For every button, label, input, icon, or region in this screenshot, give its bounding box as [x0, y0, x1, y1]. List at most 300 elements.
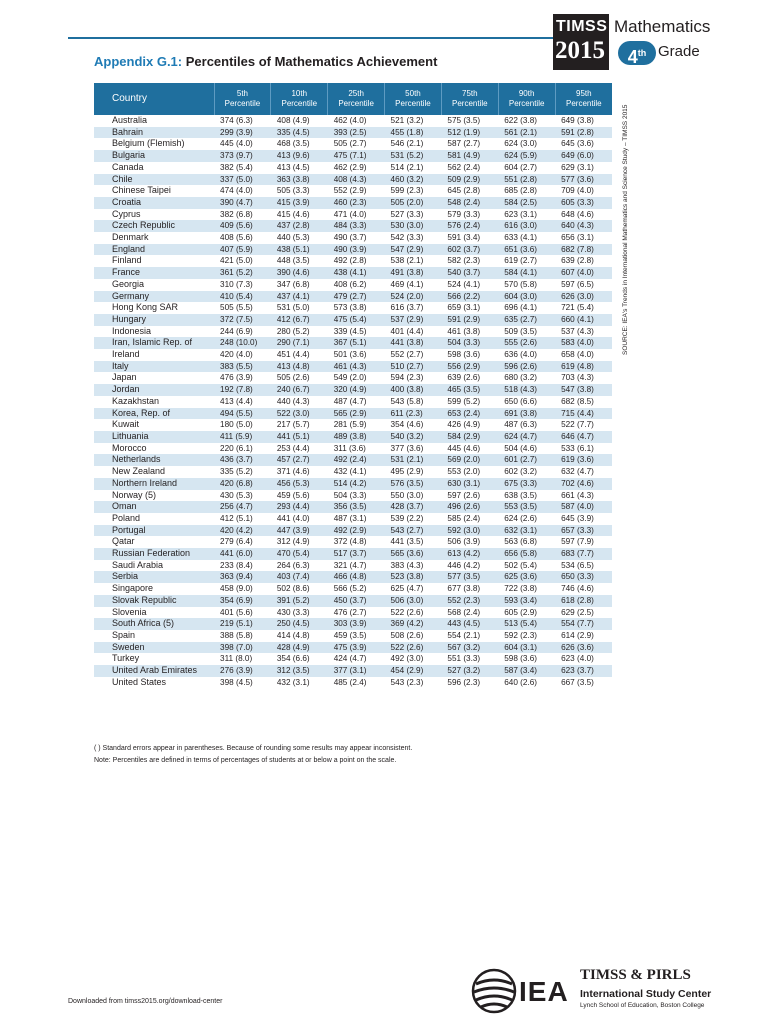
table-row [94, 302, 612, 314]
percentile-value-cell: 650 (3.3) [555, 571, 612, 583]
percentile-value-cell: 585 (2.4) [447, 513, 481, 523]
percentile-value-cell: 599 (5.2) [447, 396, 481, 406]
percentile-value-cell: 539 (2.2) [390, 513, 424, 523]
table-row [94, 115, 612, 127]
percentile-value-cell: 584 (2.9) [441, 431, 498, 443]
percentile-ordinal: 10th [291, 89, 308, 98]
country-cell: Serbia [94, 571, 214, 583]
country-cell: Hungary [94, 314, 214, 326]
percentile-value-cell: 256 (4.7) [214, 501, 271, 513]
percentile-value-cell: 383 (4.3) [390, 560, 424, 570]
percentile-value-cell: 598 (3.6) [504, 654, 538, 664]
percentile-value-cell: 408 (6.2) [333, 279, 367, 289]
percentile-value-cell: 310 (7.3) [220, 279, 253, 289]
percentile-value-cell: 413 (9.6) [271, 150, 328, 162]
percentile-value-cell: 577 (3.6) [555, 174, 612, 186]
percentile-value-cell: 430 (3.3) [276, 607, 310, 617]
percentile-value-cell: 471 (4.0) [333, 209, 367, 219]
percentile-value-cell: 614 (2.9) [561, 630, 594, 640]
table-row [94, 443, 612, 455]
percentile-value-cell: 570 (5.8) [504, 279, 538, 289]
percentile-value-cell: 722 (3.8) [504, 584, 538, 594]
percentile-value-cell: 594 (2.3) [390, 373, 424, 383]
percentile-word: Percentile [338, 99, 374, 108]
percentile-value-cell: 492 (2.9) [328, 525, 385, 537]
percentile-value-cell: 522 (2.6) [390, 607, 424, 617]
percentile-value-cell: 455 (1.8) [385, 127, 442, 139]
table-row [94, 162, 612, 174]
percentile-value-cell: 629 (3.1) [561, 162, 594, 172]
percentile-value-cell: 240 (6.7) [271, 384, 328, 396]
percentile-value-cell: 504 (4.6) [504, 443, 538, 453]
table-row [94, 653, 612, 665]
percentile-value-cell: 531 (5.0) [276, 303, 310, 313]
percentile-value-cell: 514 (4.2) [328, 478, 385, 490]
percentile-value-cell: 220 (6.1) [220, 443, 253, 453]
country-cell: Russian Federation [94, 548, 214, 560]
percentile-value-cell: 547 (2.9) [385, 244, 442, 256]
percentile-value-cell: 596 (2.3) [447, 677, 481, 687]
percentile-value-cell: 601 (2.7) [498, 454, 555, 466]
percentile-value-cell: 468 (3.5) [276, 139, 310, 149]
country-cell: Czech Republic [94, 220, 214, 232]
country-cell: Kazakhstan [112, 395, 160, 406]
percentile-value-cell: 479 (2.7) [328, 291, 385, 303]
percentile-value-cell: 552 (2.9) [333, 186, 367, 196]
percentile-value-cell: 576 (3.5) [385, 478, 442, 490]
country-cell: Croatia [94, 197, 214, 209]
percentile-value-cell: 447 (3.9) [271, 525, 328, 537]
download-link[interactable]: Downloaded from timss2015.org/download-center [68, 998, 223, 1005]
percentile-value-cell: 523 (3.8) [385, 571, 442, 583]
table-row [94, 630, 612, 642]
table-row [94, 431, 612, 443]
country-cell: Iran, Islamic Rep. of [94, 337, 214, 349]
percentile-value-cell: 180 (5.0) [220, 420, 253, 430]
percentile-value-cell: 543 (5.8) [390, 396, 424, 406]
percentile-word: Percentile [508, 99, 545, 108]
percentile-value-cell: 625 (4.7) [390, 584, 424, 594]
percentile-value-cell: 561 (2.1) [498, 127, 555, 139]
percentile-value-cell: 415 (3.9) [271, 197, 328, 209]
percentile-value-cell: 371 (4.6) [276, 467, 310, 477]
percentile-value-cell: 248 (10.0) [214, 337, 271, 349]
center-affiliation: Lynch School of Education, Boston College [580, 1002, 705, 1009]
percentile-value-cell: 233 (8.4) [220, 560, 253, 570]
percentile-value-cell: 566 (2.2) [441, 291, 498, 303]
percentile-value-cell: 219 (5.1) [214, 618, 271, 630]
percentile-value-cell: 682 (8.5) [561, 396, 594, 406]
percentile-value-cell: 605 (3.3) [555, 197, 612, 209]
percentiles-table [94, 83, 612, 688]
country-cell: Bulgaria [94, 150, 214, 162]
table-row [94, 197, 612, 209]
country-cell: Netherlands [94, 454, 214, 466]
percentile-value-cell: 459 (5.6) [276, 490, 310, 500]
percentile-value-cell: 476 (3.9) [220, 373, 253, 383]
country-cell: Bahrain [94, 127, 214, 139]
table-row [94, 548, 612, 560]
percentile-value-cell: 645 (3.9) [561, 513, 594, 523]
percentile-ordinal: 75th [462, 89, 478, 98]
table-row [94, 396, 612, 408]
table-row [94, 279, 612, 291]
percentile-value-cell: 495 (2.9) [390, 467, 424, 477]
percentile-value-cell: 414 (4.8) [276, 630, 310, 640]
country-cell: Germany [94, 291, 214, 303]
percentile-value-cell: 437 (4.1) [271, 291, 328, 303]
percentile-value-cell: 489 (3.8) [328, 431, 385, 443]
percentile-value-cell: 413 (4.8) [271, 361, 328, 373]
percentile-value-cell: 587 (3.4) [498, 665, 555, 677]
percentile-value-cell: 660 (4.1) [555, 314, 612, 326]
percentile-value-cell: 361 (5.2) [214, 267, 271, 279]
percentile-value-cell: 527 (3.2) [441, 665, 498, 677]
iea-logo-text: IEA [519, 976, 569, 1007]
percentile-value-cell: 363 (3.8) [271, 174, 328, 186]
percentile-value-cell: 680 (3.2) [504, 373, 538, 383]
percentile-value-cell: 441 (5.1) [271, 431, 328, 443]
percentile-value-cell: 591 (2.9) [441, 314, 498, 326]
percentile-value-cell: 630 (3.1) [441, 478, 498, 490]
percentile-value-cell: 640 (2.6) [504, 677, 538, 687]
percentile-value-cell: 596 (2.6) [498, 361, 555, 373]
percentile-value-cell: 438 (5.1) [271, 244, 328, 256]
percentile-value-cell: 363 (9.4) [214, 571, 271, 583]
percentile-value-cell: 593 (3.4) [498, 595, 555, 607]
country-cell: Qatar [112, 536, 135, 547]
percentile-value-cell: 475 (7.1) [328, 150, 385, 162]
percentile-value-cell: 505 (5.5) [220, 303, 253, 313]
percentile-word: Percentile [281, 99, 318, 108]
percentile-value-cell: 466 (4.8) [328, 571, 385, 583]
percentile-value-cell: 597 (6.5) [561, 279, 594, 289]
table-body [94, 115, 612, 688]
percentile-value-cell: 390 (4.6) [271, 267, 328, 279]
table-row [94, 349, 612, 361]
percentile-value-cell: 632 (4.7) [561, 467, 594, 477]
percentile-value-cell: 485 (2.4) [333, 677, 367, 687]
percentile-value-cell: 587 (2.7) [447, 139, 481, 149]
table-row [94, 490, 612, 502]
percentile-value-cell: 645 (2.8) [447, 186, 481, 196]
percentile-value-cell: 501 (3.6) [333, 350, 367, 360]
percentile-value-cell: 420 (4.0) [220, 350, 253, 360]
percentile-value-cell: 587 (4.0) [555, 501, 612, 513]
table-row [94, 209, 612, 221]
percentile-value-cell: 424 (4.7) [333, 654, 367, 664]
percentile-value-cell: 677 (3.8) [447, 584, 481, 594]
percentile-value-cell: 639 (2.8) [561, 256, 594, 266]
percentile-value-cell: 626 (3.6) [555, 642, 612, 654]
percentile-value-cell: 629 (2.5) [561, 607, 594, 617]
country-cell: Denmark [112, 232, 149, 243]
percentile-value-cell: 443 (4.5) [441, 618, 498, 630]
percentile-value-cell: 565 (2.9) [328, 408, 385, 420]
table-row [94, 501, 612, 513]
percentile-value-cell: 432 (3.1) [276, 677, 310, 687]
percentile-value-cell: 522 (3.0) [271, 408, 328, 420]
percentile-value-cell: 626 (3.0) [555, 291, 612, 303]
percentile-value-cell: 518 (4.3) [498, 384, 555, 396]
country-cell: Kuwait [112, 419, 140, 430]
country-cell: Spain [112, 629, 136, 640]
percentile-value-cell: 551 (3.3) [447, 654, 481, 664]
percentile-value-cell: 543 (2.3) [390, 677, 424, 687]
percentile-value-cell: 456 (5.3) [271, 478, 328, 490]
country-cell: Hong Kong SAR [112, 302, 179, 313]
percentile-value-cell: 413 (4.4) [220, 396, 253, 406]
percentile-value-cell: 410 (5.4) [214, 291, 271, 303]
percentile-value-cell: 573 (3.8) [333, 303, 367, 313]
percentile-value-cell: 653 (2.4) [441, 408, 498, 420]
country-cell: Poland [112, 512, 141, 523]
percentile-value-cell: 413 (4.5) [276, 162, 310, 172]
percentile-value-cell: 450 (3.7) [328, 595, 385, 607]
percentile-value-cell: 659 (3.1) [447, 303, 481, 313]
percentile-value-cell: 624 (3.0) [504, 139, 538, 149]
percentile-value-cell: 504 (3.3) [333, 490, 367, 500]
percentile-value-cell: 487 (6.3) [504, 420, 538, 430]
percentile-value-cell: 391 (5.2) [271, 595, 328, 607]
percentile-value-cell: 408 (5.6) [220, 233, 253, 243]
table-row [94, 583, 612, 595]
percentile-value-cell: 624 (4.7) [498, 431, 555, 443]
country-cell: Georgia [112, 278, 145, 289]
percentile-value-cell: 421 (5.0) [220, 256, 253, 266]
percentile-value-cell: 465 (3.5) [441, 384, 498, 396]
percentile-value-cell: 454 (2.9) [385, 665, 442, 677]
percentile-value-cell: 339 (4.5) [333, 326, 367, 336]
percentile-value-cell: 264 (6.3) [276, 560, 310, 570]
percentile-word: Percentile [452, 99, 488, 108]
percentile-value-cell: 354 (6.6) [276, 654, 310, 664]
percentile-ordinal: 50th [405, 89, 421, 98]
percentile-value-cell: 658 (4.0) [561, 350, 594, 360]
percentile-value-cell: 598 (3.6) [447, 350, 481, 360]
percentile-value-cell: 475 (3.9) [328, 642, 385, 654]
table-row [94, 618, 612, 630]
country-cell: Finland [112, 255, 142, 266]
percentile-value-cell: 462 (2.9) [333, 162, 367, 172]
percentile-value-cell: 685 (2.8) [504, 186, 538, 196]
percentile-value-cell: 524 (4.1) [447, 279, 481, 289]
percentile-value-cell: 460 (2.3) [328, 197, 385, 209]
percentile-value-cell: 354 (4.6) [390, 420, 424, 430]
table-row [94, 408, 612, 420]
percentile-value-cell: 625 (3.6) [498, 571, 555, 583]
percentile-value-cell: 597 (7.9) [561, 537, 594, 547]
appendix-label: Appendix G.1: [94, 54, 183, 69]
percentile-value-cell: 474 (4.0) [220, 186, 253, 196]
percentile-value-cell: 502 (5.4) [504, 560, 538, 570]
percentile-value-cell: 438 (4.1) [328, 267, 385, 279]
percentile-value-cell: 583 (4.0) [555, 337, 612, 349]
percentile-value-cell: 382 (6.8) [220, 209, 253, 219]
table-row [94, 607, 612, 619]
percentile-value-cell: 388 (5.8) [220, 630, 253, 640]
percentile-value-cell: 411 (5.9) [214, 431, 271, 443]
percentile-value-cell: 721 (5.4) [561, 303, 594, 313]
grade-number: 4 [627, 47, 638, 67]
percentile-value-cell: 682 (7.8) [555, 244, 612, 256]
percentile-value-cell: 299 (3.9) [214, 127, 271, 139]
percentile-value-cell: 508 (2.6) [390, 630, 424, 640]
percentile-value-cell: 656 (5.8) [498, 548, 555, 560]
percentile-value-cell: 457 (2.7) [271, 454, 328, 466]
percentile-value-cell: 356 (3.5) [328, 501, 385, 513]
column-header-percentile [555, 83, 612, 115]
percentile-value-cell: 540 (3.2) [385, 431, 442, 443]
table-row [94, 571, 612, 583]
percentile-value-cell: 460 (3.2) [385, 174, 442, 186]
percentile-value-cell: 591 (3.4) [447, 233, 481, 243]
percentile-value-cell: 487 (4.7) [333, 396, 367, 406]
percentile-value-cell: 492 (3.0) [390, 654, 424, 664]
country-cell: South Africa (5) [94, 618, 214, 630]
percentile-value-cell: 412 (5.1) [220, 513, 253, 523]
percentile-value-cell: 567 (3.2) [441, 642, 498, 654]
percentile-value-cell: 656 (3.1) [561, 233, 594, 243]
percentile-value-cell: 448 (3.5) [276, 256, 310, 266]
table-row [94, 454, 612, 466]
percentile-value-cell: 367 (5.1) [328, 337, 385, 349]
percentile-value-cell: 276 (3.9) [214, 665, 271, 677]
country-cell: Norway (5) [112, 489, 157, 500]
percentile-value-cell: 496 (2.6) [441, 501, 498, 513]
percentile-value-cell: 605 (2.9) [504, 607, 538, 617]
percentile-value-cell: 530 (3.0) [385, 220, 442, 232]
percentile-value-cell: 401 (5.6) [220, 607, 253, 617]
percentile-value-cell: 584 (4.1) [498, 267, 555, 279]
percentile-value-cell: 372 (4.8) [333, 537, 367, 547]
percentile-value-cell: 312 (3.5) [271, 665, 328, 677]
percentile-value-cell: 640 (4.3) [555, 220, 612, 232]
country-cell: France [94, 267, 214, 279]
percentile-value-cell: 505 (3.3) [276, 186, 310, 196]
percentile-value-cell: 531 (5.2) [385, 150, 442, 162]
table-row [94, 536, 612, 548]
percentile-value-cell: 619 (4.8) [555, 361, 612, 373]
percentile-value-cell: 636 (4.0) [504, 350, 538, 360]
percentile-value-cell: 667 (3.5) [561, 677, 594, 687]
percentile-value-cell: 633 (4.1) [504, 233, 538, 243]
table-row [94, 232, 612, 244]
percentile-value-cell: 461 (4.3) [328, 361, 385, 373]
footnote-standard-errors: ( ) Standard errors appear in parentheses. Because of rounding some results may appear inconsistent. [94, 745, 413, 752]
percentile-value-cell: 537 (4.3) [561, 326, 594, 336]
percentile-value-cell: 540 (3.7) [441, 267, 498, 279]
percentile-value-cell: 192 (7.8) [214, 384, 271, 396]
country-cell: Belgium (Flemish) [112, 138, 185, 149]
percentile-value-cell: 428 (4.9) [271, 642, 328, 654]
percentile-value-cell: 335 (4.5) [271, 127, 328, 139]
country-cell: Korea, Rep. of [94, 408, 214, 420]
percentile-value-cell: 458 (9.0) [220, 584, 253, 594]
percentile-value-cell: 562 (2.4) [447, 162, 481, 172]
percentile-value-cell: 613 (4.2) [441, 548, 498, 560]
percentile-value-cell: 584 (2.5) [498, 197, 555, 209]
percentile-value-cell: 492 (2.8) [333, 256, 367, 266]
percentile-value-cell: 509 (2.9) [441, 174, 498, 186]
percentile-value-cell: 624 (5.9) [498, 150, 555, 162]
percentile-value-cell: 547 (3.8) [555, 384, 612, 396]
country-cell: Slovenia [112, 606, 147, 617]
percentile-value-cell: 553 (3.5) [498, 501, 555, 513]
percentile-value-cell: 604 (2.7) [504, 162, 538, 172]
table-row [94, 255, 612, 267]
percentile-value-cell: 510 (2.7) [385, 361, 442, 373]
percentile-value-cell: 552 (2.3) [441, 595, 498, 607]
percentile-value-cell: 441 (3.5) [390, 537, 424, 547]
title-text: Percentiles of Mathematics Achievement [182, 54, 438, 69]
percentile-ordinal: 5th [236, 89, 248, 98]
country-cell: Ireland [112, 349, 140, 360]
logo-program: TIMSS [556, 18, 608, 35]
percentile-value-cell: 537 (2.9) [385, 314, 442, 326]
percentile-value-cell: 354 (6.9) [214, 595, 271, 607]
percentile-value-cell: 527 (3.3) [390, 209, 424, 219]
center-name: TIMSS & PIRLS [580, 967, 691, 983]
table-row [94, 267, 612, 279]
percentile-value-cell: 445 (4.0) [220, 139, 253, 149]
percentile-value-cell: 408 (4.3) [328, 174, 385, 186]
percentile-value-cell: 253 (4.4) [276, 443, 310, 453]
percentile-value-cell: 624 (2.6) [504, 513, 538, 523]
percentile-value-cell: 552 (2.7) [390, 350, 424, 360]
percentile-value-cell: 551 (2.8) [498, 174, 555, 186]
table-row [94, 127, 612, 139]
percentile-value-cell: 554 (7.7) [555, 618, 612, 630]
percentile-value-cell: 335 (5.2) [220, 467, 253, 477]
table-row [94, 220, 612, 232]
country-cell: Indonesia [112, 325, 152, 336]
table-row [94, 677, 612, 689]
footnote-percentile-definition: Note: Percentiles are defined in terms of percentages of students at or below a point on the scale. [94, 757, 397, 764]
percentile-value-cell: 568 (2.4) [447, 607, 481, 617]
percentile-value-cell: 420 (4.2) [214, 525, 271, 537]
percentile-value-cell: 303 (3.9) [328, 618, 385, 630]
percentile-value-cell: 696 (4.1) [504, 303, 538, 313]
percentile-value-cell: 546 (2.1) [390, 139, 424, 149]
percentile-value-cell: 440 (5.3) [276, 233, 310, 243]
percentile-value-cell: 691 (3.8) [498, 408, 555, 420]
percentile-value-cell: 476 (2.7) [333, 607, 367, 617]
percentile-value-cell: 563 (6.8) [504, 537, 538, 547]
percentile-value-cell: 611 (2.3) [385, 408, 442, 420]
percentile-value-cell: 504 (3.3) [441, 337, 498, 349]
percentile-value-cell: 217 (5.7) [276, 420, 310, 430]
percentile-value-cell: 599 (2.3) [390, 186, 424, 196]
percentile-value-cell: 538 (2.1) [390, 256, 424, 266]
country-cell: Chile [94, 174, 214, 186]
percentile-value-cell: 469 (4.1) [390, 279, 424, 289]
iea-globe-icon [471, 968, 517, 1014]
table-row [94, 525, 612, 537]
percentile-value-cell: 441 (6.0) [214, 548, 271, 560]
percentile-value-cell: 702 (4.6) [555, 478, 612, 490]
table-row [94, 384, 612, 396]
header-rule [68, 37, 553, 39]
percentile-value-cell: 312 (4.9) [276, 537, 310, 547]
percentile-value-cell: 484 (3.3) [328, 220, 385, 232]
country-cell: Turkey [112, 653, 140, 664]
percentile-value-cell: 533 (6.1) [561, 443, 594, 453]
table-row [94, 337, 612, 349]
percentile-value-cell: 451 (4.4) [276, 350, 310, 360]
percentile-value-cell: 398 (4.5) [220, 677, 253, 687]
percentile-value-cell: 703 (4.3) [561, 373, 594, 383]
